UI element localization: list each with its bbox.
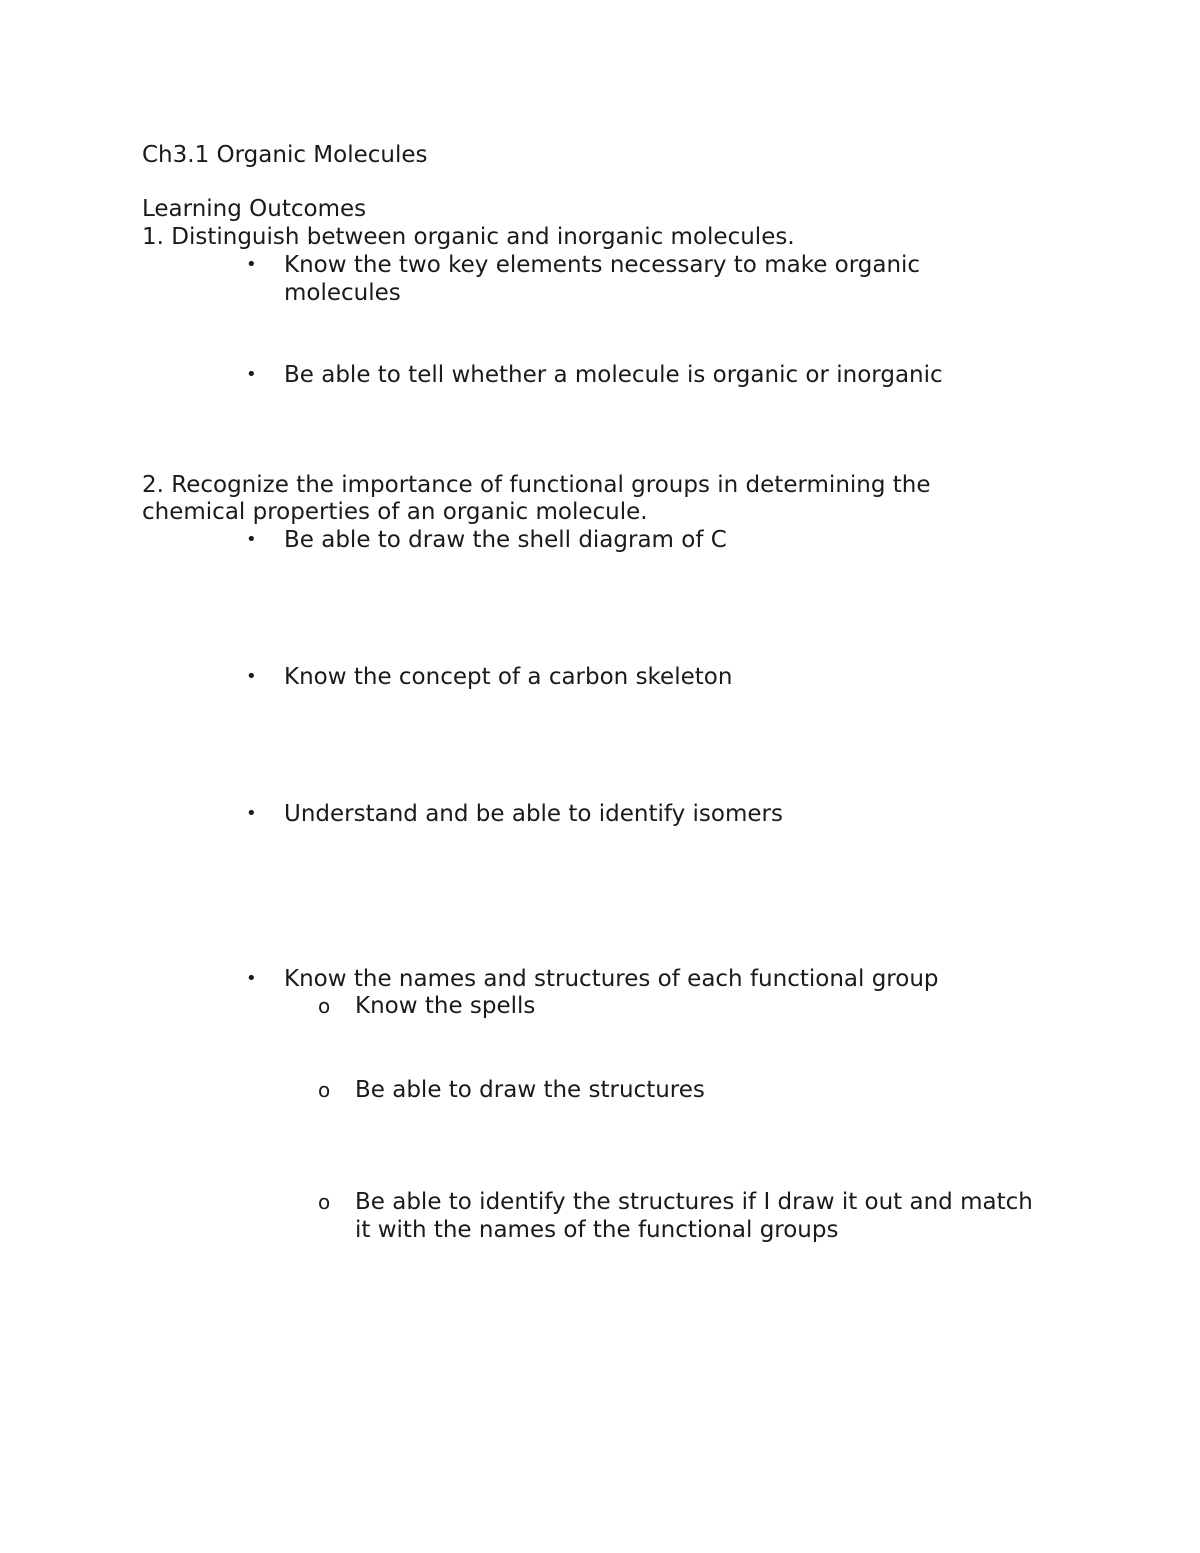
sub-bullet-3-line-2: it with the names of the functional groups — [355, 1217, 839, 1243]
outcome-2-bullet-1: Be able to draw the shell diagram of C — [284, 527, 727, 553]
outcome-2-line-2: chemical properties of an organic molecule. — [142, 499, 648, 525]
outcome-2-bullet-4: Know the names and structures of each functional group — [284, 966, 939, 992]
sub-bullet-glyph: o — [318, 1190, 331, 1214]
sub-bullet-glyph: o — [318, 1078, 331, 1102]
sub-bullet-glyph: o — [318, 994, 331, 1018]
outcome-1-bullet-2: Be able to tell whether a molecule is organic or inorganic — [284, 362, 943, 388]
bullet-glyph: • — [246, 803, 257, 824]
outcome-2-bullet-3: Understand and be able to identify isomers — [284, 801, 783, 827]
sub-bullet-3-line-1: Be able to identify the structures if I draw it out and match — [355, 1189, 1033, 1215]
section-heading: Learning Outcomes — [142, 196, 367, 222]
outcome-1-bullet-1-line-2: molecules — [284, 280, 401, 306]
bullet-glyph: • — [246, 364, 257, 385]
bullet-glyph: • — [246, 666, 257, 687]
bullet-glyph: • — [246, 254, 257, 275]
outcome-2-bullet-2: Know the concept of a carbon skeleton — [284, 664, 733, 690]
bullet-glyph: • — [246, 529, 257, 550]
sub-bullet-2: Be able to draw the structures — [355, 1077, 705, 1103]
page-title: Ch3.1 Organic Molecules — [142, 142, 428, 168]
outcome-1: 1. Distinguish between organic and inorganic molecules. — [142, 224, 795, 250]
outcome-1-bullet-1-line-1: Know the two key elements necessary to make organic — [284, 252, 921, 278]
sub-bullet-1: Know the spells — [355, 993, 536, 1019]
outcome-2-line-1: 2. Recognize the importance of functional groups in determining the — [142, 472, 931, 498]
bullet-glyph: • — [246, 968, 257, 989]
